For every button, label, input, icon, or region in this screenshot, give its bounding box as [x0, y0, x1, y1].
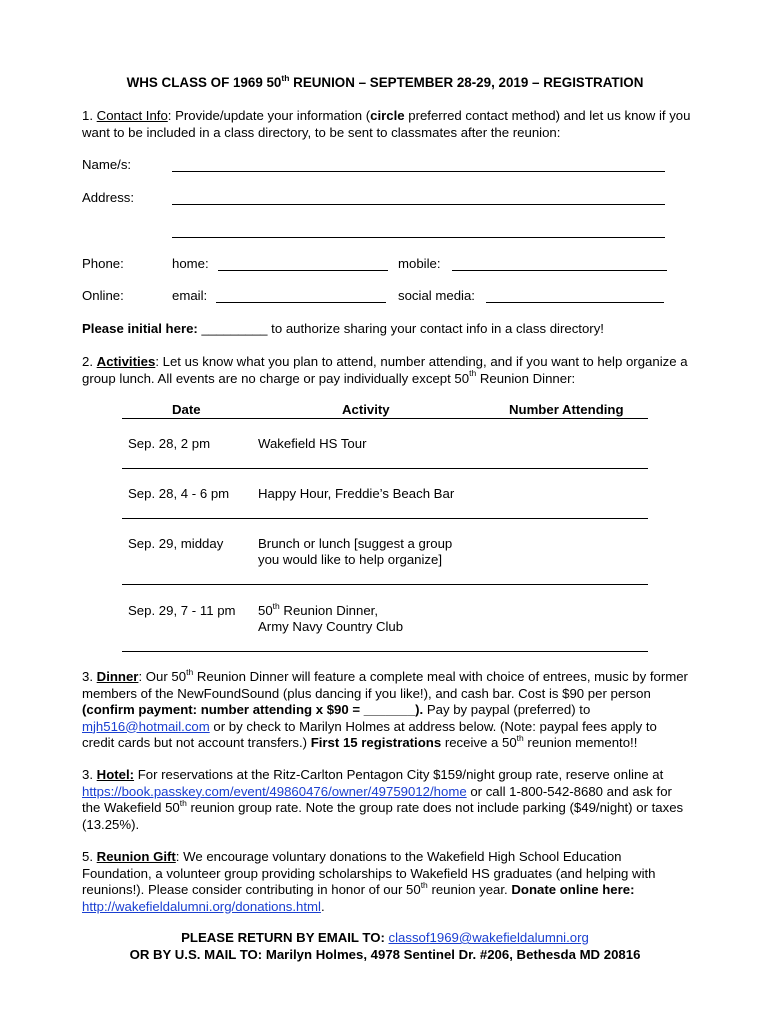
social-media-field[interactable]	[486, 302, 664, 303]
online-label: Online:	[82, 288, 124, 303]
address-label: Address:	[82, 190, 135, 205]
social-media-label: social media:	[398, 288, 475, 303]
row3-activity-line1: Brunch or lunch [suggest a group	[258, 536, 453, 551]
table-header-rule	[122, 418, 648, 419]
row1-date: Sep. 28, 2 pm	[128, 436, 211, 451]
return-email-line: PLEASE RETURN BY EMAIL TO: classof1969@wakefieldalumni.org	[181, 930, 589, 945]
initial-field[interactable]: _________	[201, 321, 268, 336]
return-email-link[interactable]: classof1969@wakefieldalumni.org	[388, 930, 589, 945]
home-phone-field[interactable]	[218, 270, 388, 271]
activities-intro: 2. Activities: Let us know what you plan to attend, number attending, and if you want to help organize a group lunch. All events are no charge or pay individually except 50th Reunion Dinner:	[82, 354, 688, 386]
row3-date: Sep. 29, midday	[128, 536, 224, 551]
form-title: WHS CLASS OF 1969 50th REUNION – SEPTEMBER 28-29, 2019 – REGISTRATION	[126, 72, 644, 90]
contact-heading: Contact Info	[96, 108, 168, 123]
dinner-paragraph: 3. Dinner: Our 50th Reunion Dinner will feature a complete meal with choice of entrees, music by former members of the NewFoundSound (plus dancing if you like!), and cash bar. Cost is $90 per person (confirm payment: number attending x $90 = _______). Pay by paypal (preferred) to mjh516@hotmail.com or by check to Marilyn Holmes at address below. (Note: paypal fees apply to credit cards but not account transfers.) First 15 registrations receive a 50th reunion memento!!	[82, 666, 688, 750]
row4-activity-line2: Army Navy Country Club	[258, 619, 404, 634]
row3-number-field[interactable]	[122, 584, 648, 585]
row4-number-field[interactable]	[122, 651, 648, 652]
mobile-phone-field[interactable]	[452, 270, 667, 271]
row4-activity-line1: 50th Reunion Dinner,	[258, 600, 379, 618]
return-mail-line: OR BY U.S. MAIL TO: Marilyn Holmes, 4978 Sentinel Dr. #206, Bethesda MD 20816	[129, 947, 641, 962]
hotel-paragraph: 3. Hotel: For reservations at the Ritz-Carlton Pentagon City $159/night group rate, reserve online at https://book.passkey.com/event/49860476/owner/49759012/home or call 1-800-542-8680 and ask for the Wakefield 50th reunion group rate. Note the group rate does not include parking ($49/night) or taxes (13.25%).	[82, 767, 684, 832]
dinner-heading: Dinner	[96, 669, 139, 684]
names-field[interactable]	[172, 171, 665, 172]
row2-date: Sep. 28, 4 - 6 pm	[128, 486, 230, 501]
col-header-number: Number Attending	[509, 402, 624, 417]
row1-number-field[interactable]	[122, 468, 648, 469]
hotel-booking-link[interactable]: https://book.passkey.com/event/49860476/owner/49759012/home	[82, 783, 467, 799]
row4-date: Sep. 29, 7 - 11 pm	[128, 603, 236, 618]
activities-heading: Activities	[96, 354, 156, 369]
names-label: Name/s:	[82, 157, 132, 172]
col-header-date: Date	[172, 402, 201, 417]
row1-activity: Wakefield HS Tour	[258, 436, 367, 451]
row2-number-field[interactable]	[122, 518, 648, 519]
address-field-line1[interactable]	[172, 204, 665, 205]
col-header-activity: Activity	[342, 402, 390, 417]
initial-line: Please initial here: _________ to authorize sharing your contact info in a class directory!	[82, 321, 604, 336]
donation-link[interactable]: http://wakefieldalumni.org/donations.html	[82, 898, 321, 914]
contact-intro: 1. Contact Info: Provide/update your information (circle preferred contact method) and let us know if you want to be included in a class directory, to be sent to classmates after the reunion:	[82, 108, 691, 140]
paypal-email-link[interactable]: mjh516@hotmail.com	[82, 718, 210, 734]
home-label: home:	[172, 256, 209, 271]
gift-paragraph: 5. Reunion Gift: We encourage voluntary donations to the Wakefield High School Education Foundation, a volunteer group providing scholarships to Wakefield HS graduates (and helping with reunions!). Please consider contributing in honor of our 50th reunion year. Donate online here: http://wakefieldalumni.org/donations.html.	[82, 849, 656, 914]
email-field[interactable]	[216, 302, 386, 303]
row2-activity: Happy Hour, Freddie’s Beach Bar	[258, 486, 455, 501]
hotel-heading: Hotel:	[96, 767, 135, 782]
gift-heading: Reunion Gift	[96, 849, 176, 864]
email-label: email:	[172, 288, 208, 303]
mobile-label: mobile:	[398, 256, 441, 271]
row3-activity-line2: you would like to help organize]	[258, 552, 443, 567]
address-field-line2[interactable]	[172, 237, 665, 238]
phone-label: Phone:	[82, 256, 124, 271]
